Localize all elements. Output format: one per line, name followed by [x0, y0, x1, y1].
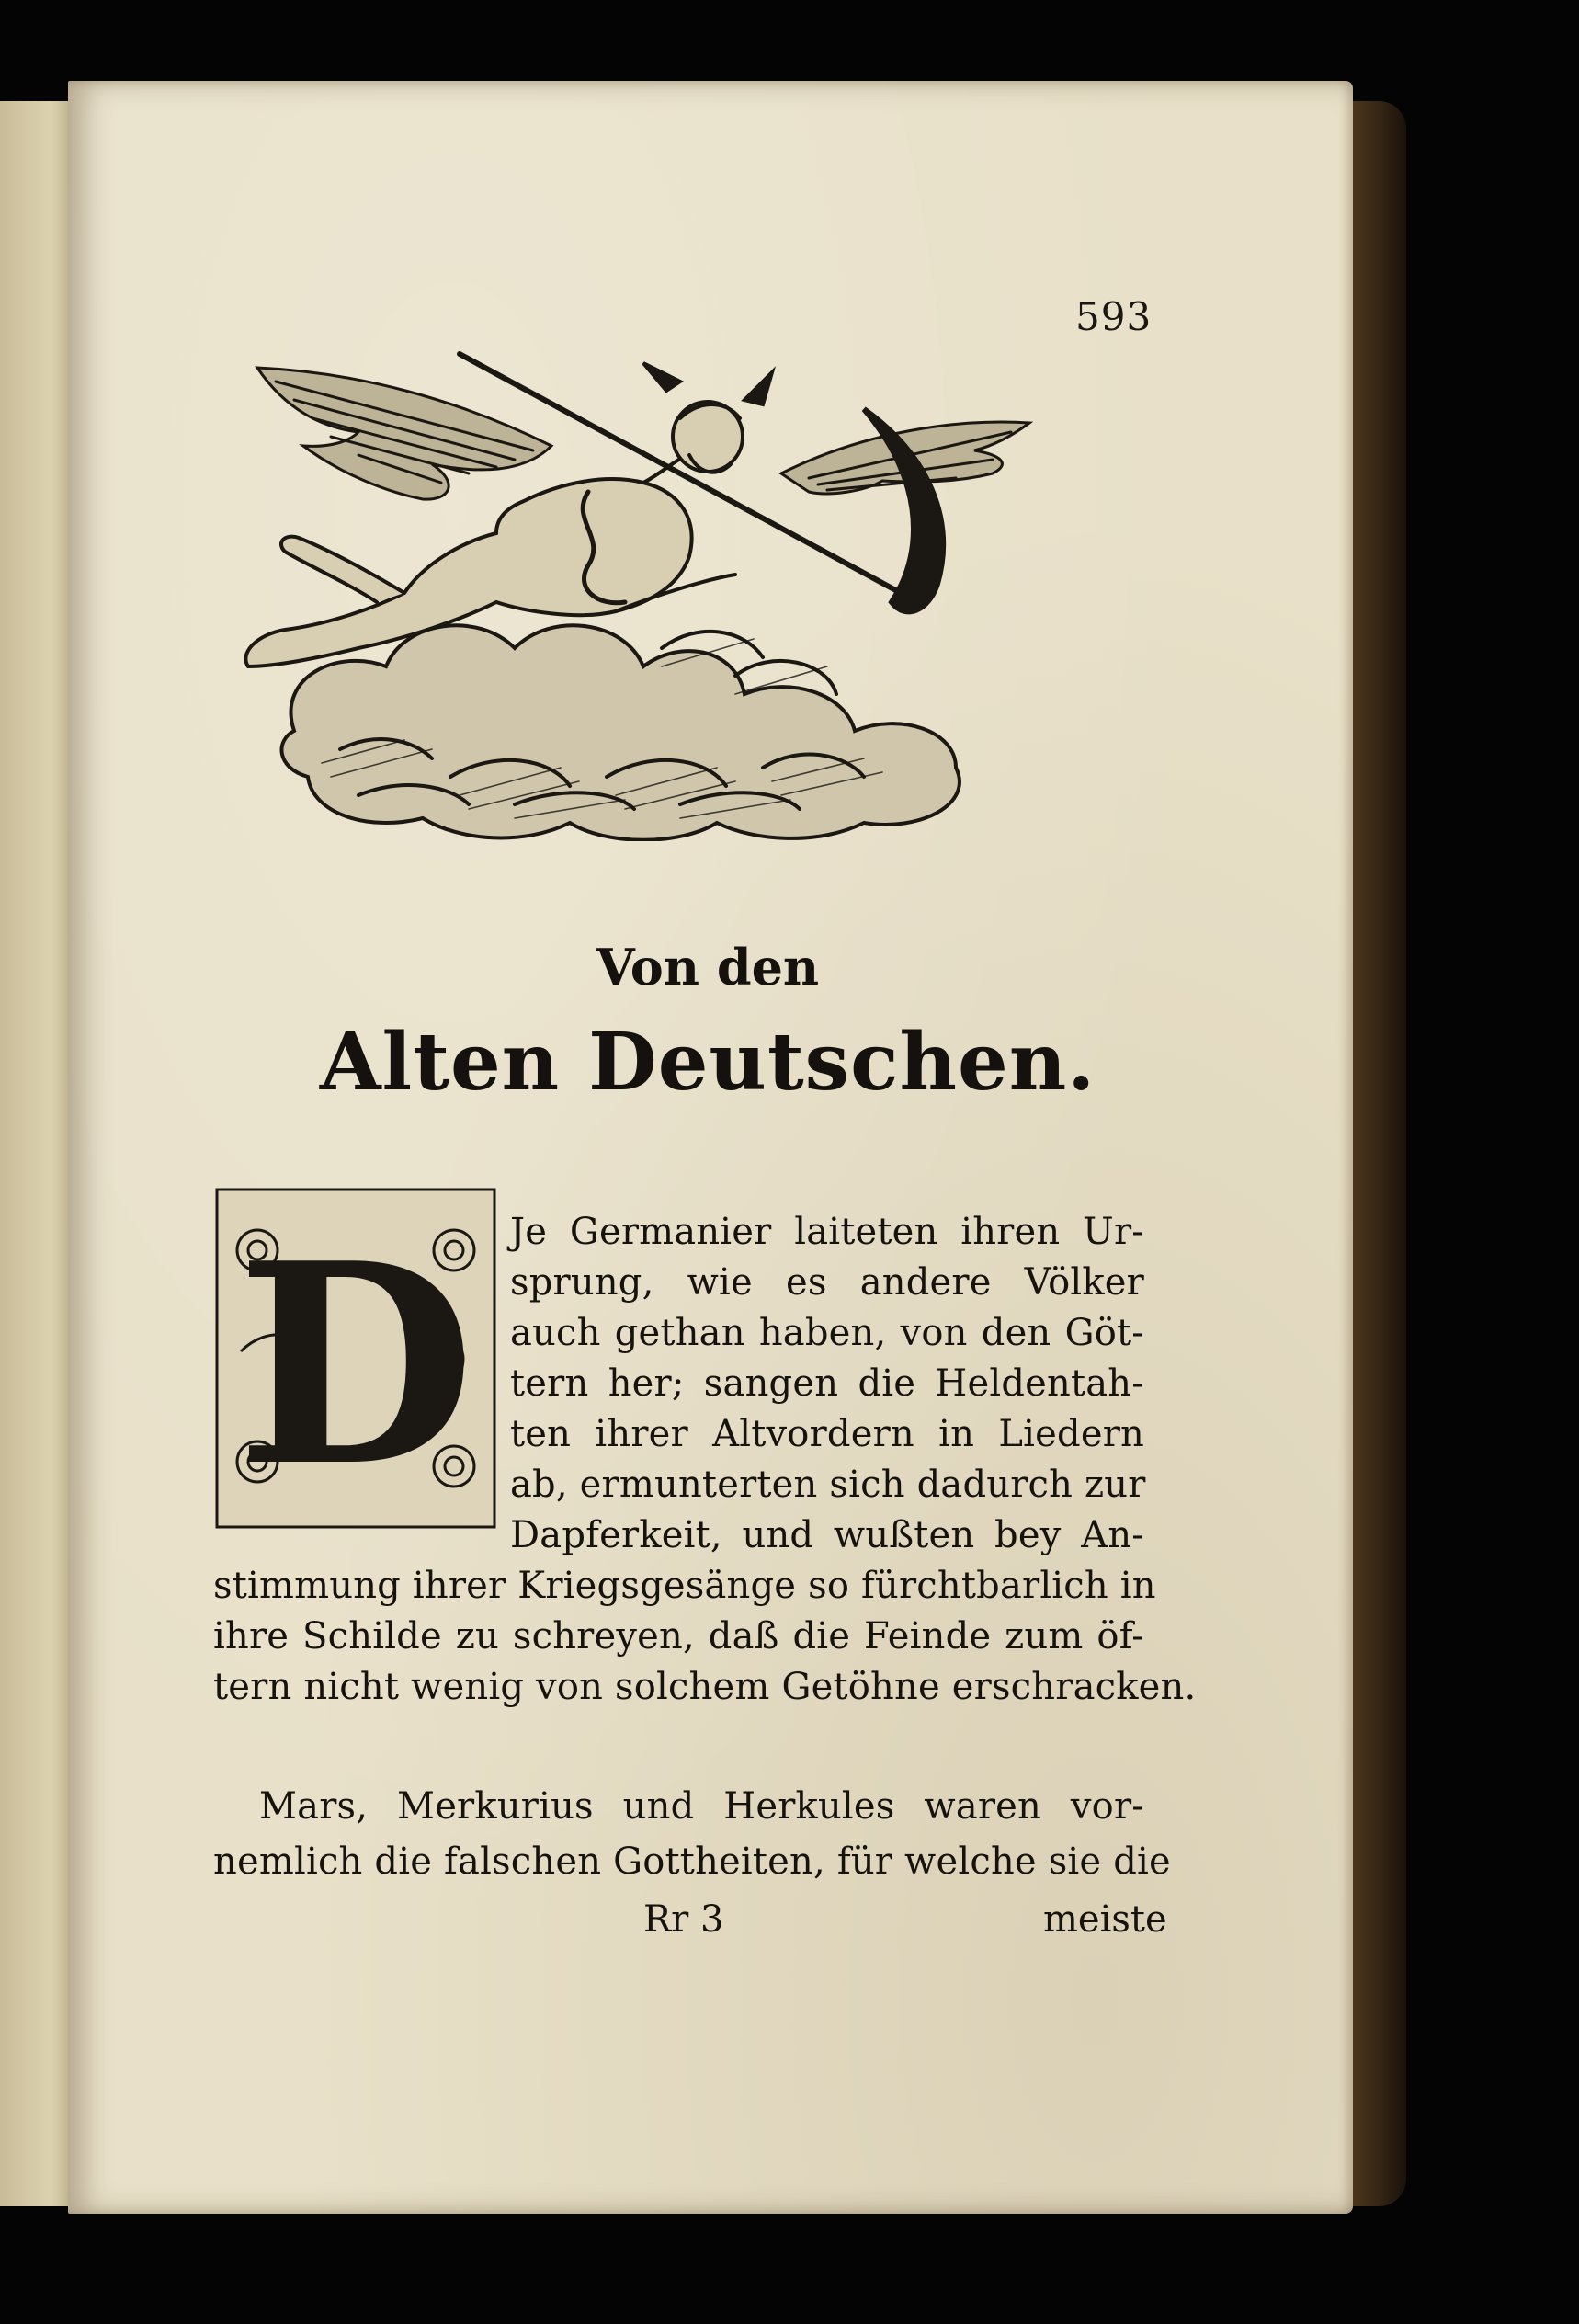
- text-line: Je Germanier laiteten ihren Ur-: [510, 1211, 1144, 1253]
- decorated-initial: [213, 1186, 498, 1531]
- text-line: tern nicht wenig von solchem Getöhne erschracken.: [213, 1666, 1197, 1708]
- text-line: ab, ermunterten sich dadurch zur: [510, 1464, 1146, 1506]
- text-line: sprung, wie es andere Völker: [510, 1261, 1144, 1304]
- text-line: Dapferkeit, und wußten bey An-: [510, 1514, 1144, 1556]
- text-line: tern her; sangen die Heldentah-: [510, 1362, 1144, 1405]
- cloud-shape: [281, 625, 959, 839]
- text-line: ihre Schilde zu schreyen, daß die Feinde zum öf-: [213, 1615, 1144, 1658]
- heading-title: Alten Deutschen.: [319, 1016, 1096, 1109]
- heading-von-den: Von den: [596, 938, 820, 997]
- text-line: auch gethan haben, von den Göt-: [510, 1312, 1144, 1354]
- catchword: meiste: [1043, 1898, 1167, 1941]
- signature-mark: Rr 3: [643, 1898, 724, 1941]
- wing-shape: [257, 368, 551, 499]
- text-line: Mars, Merkurius und Herkules waren vor-: [259, 1785, 1144, 1828]
- woodcut-illustration: [221, 345, 1149, 841]
- text-line: ten ihrer Altvordern in Liedern: [510, 1413, 1144, 1455]
- initial-letter: D: [235, 1202, 476, 1527]
- figure-head: [643, 363, 772, 473]
- left-page-sliver: [0, 101, 74, 2206]
- page-number: 593: [1075, 294, 1153, 339]
- text-line: stimmung ihrer Kriegsgesänge so fürchtbarlich in: [213, 1565, 1156, 1607]
- text-line: nemlich die falschen Gottheiten, für welche sie die: [213, 1840, 1171, 1883]
